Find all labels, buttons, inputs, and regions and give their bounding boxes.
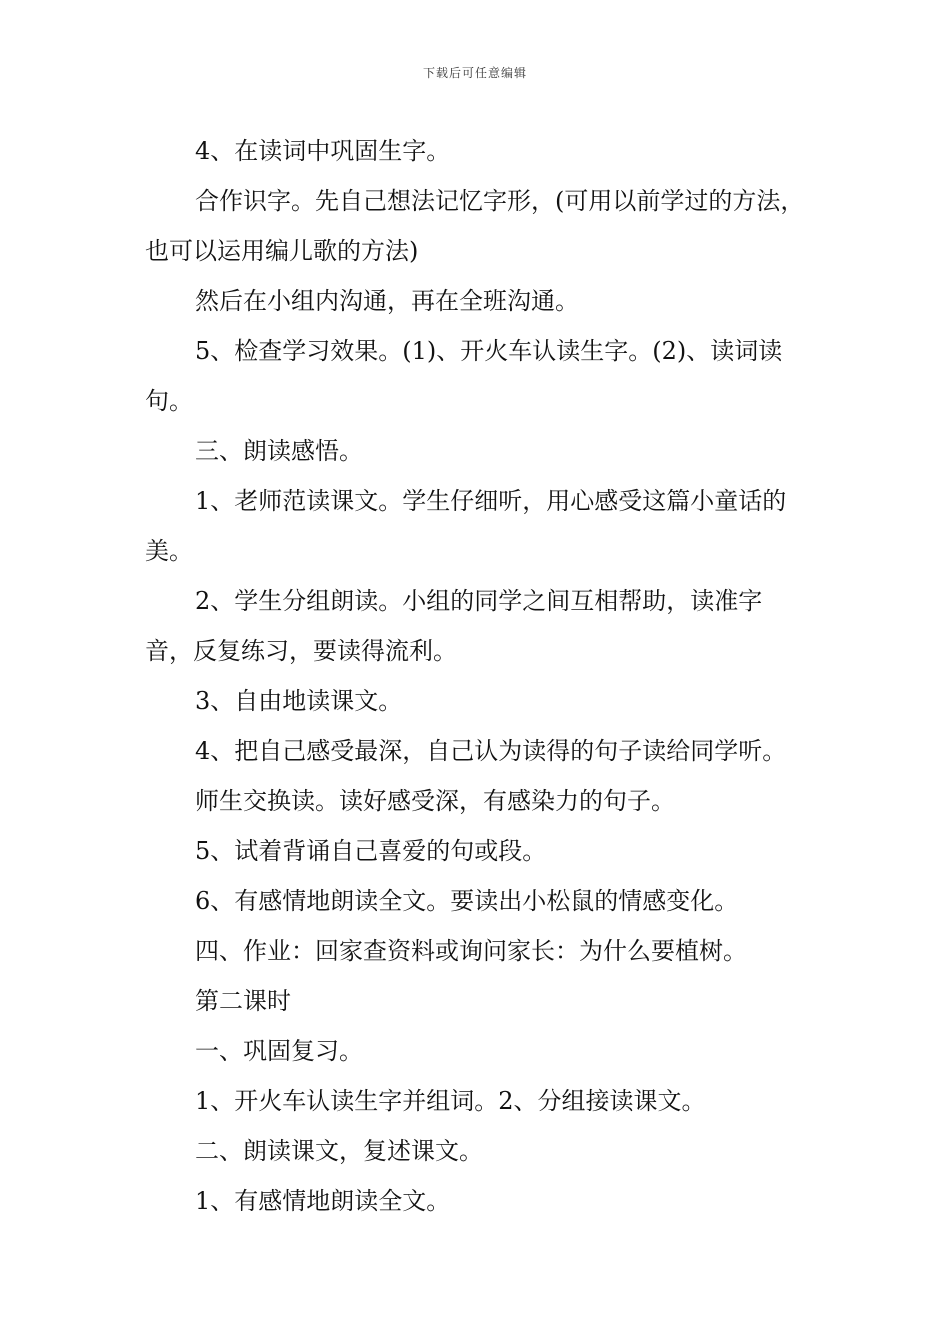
paragraph: 2、学生分组朗读。小组的同学之间互相帮助，读准字音，反复练习，要读得流利。	[145, 587, 763, 665]
paragraph: 1、有感情地朗读全文。	[195, 1187, 451, 1215]
paragraph: 然后在小组内沟通，再在全班沟通。	[195, 287, 579, 315]
paragraph: 5、试着背诵自己喜爱的句或段。	[195, 837, 547, 865]
paragraph: 二、朗读课文，复述课文。	[195, 1137, 483, 1165]
paragraph: 6、有感情地朗读全文。要读出小松鼠的情感变化。	[195, 887, 739, 915]
paragraph: 3、自由地读课文。	[195, 687, 403, 715]
paragraph: 三、朗读感悟。	[195, 437, 363, 465]
paragraph: 1、开火车认读生字并组词。2、分组接读课文。	[195, 1087, 706, 1115]
section-title: 第二课时	[195, 987, 291, 1015]
paragraph: 四、作业：回家查资料或询问家长：为什么要植树。	[195, 937, 747, 965]
paragraph: 4、在读词中巩固生字。	[195, 137, 451, 165]
document-body	[145, 126, 810, 1226]
paragraph: 师生交换读。读好感受深，有感染力的句子。	[195, 787, 675, 815]
paragraph: 5、检查学习效果。(1)、开火车认读生字。(2)、读词读句。	[145, 337, 783, 415]
paragraph: 1、老师范读课文。学生仔细听，用心感受这篇小童话的美。	[145, 487, 787, 565]
paragraph: 合作识字。先自己想法记忆字形，(可用以前学过的方法，也可以运用编儿歌的方法)	[145, 187, 805, 265]
paragraph: 4、把自己感受最深，自己认为读得的句子读给同学听。	[195, 737, 787, 765]
page-header: 下载后可任意编辑	[422, 66, 527, 80]
paragraph: 一、巩固复习。	[195, 1037, 363, 1065]
